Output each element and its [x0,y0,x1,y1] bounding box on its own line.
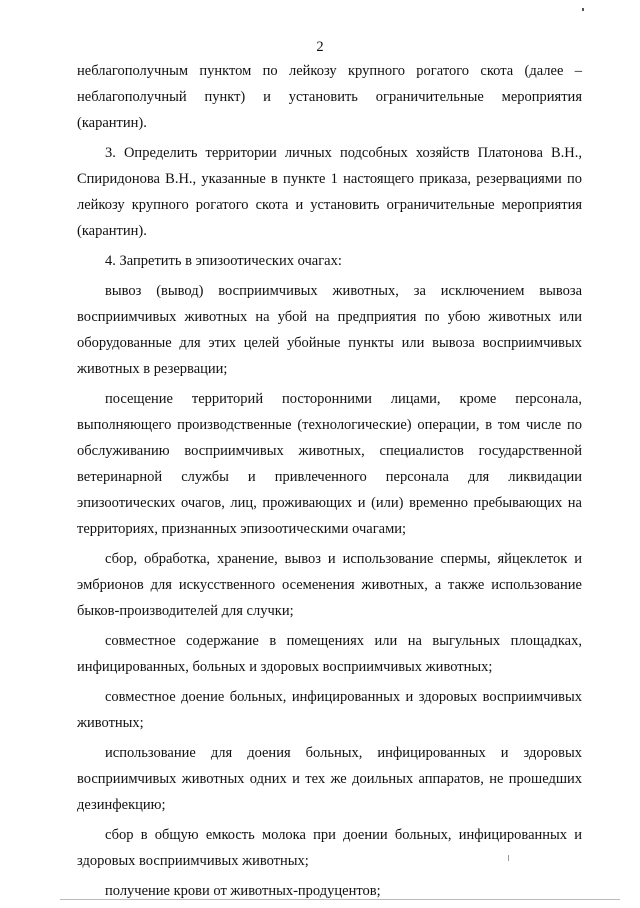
scan-artifact-mark [582,8,584,11]
scan-edge-line [60,899,620,900]
paragraph-continuation: неблагополучным пунктом по лейкозу крупного рогатого скота (далее – неблагополучный пункт) и установить ограничительные мероприятия (карантин). [77,63,582,131]
prohibition-item: сбор, обработка, хранение, вывоз и использование спермы, яйцеклеток и эмбрионов для искусственного осеменения животных, а также использование быков-производителей для случки; [77,551,582,619]
prohibition-item: получение крови от животных-продуцентов; [105,883,381,899]
document-body [77,58,582,908]
prohibition-item: вывоз (вывод) восприимчивых животных, за исключением вывоза восприимчивых животных на убой на предприятия по убою животных или оборудованные для этих целей убойные пункты или вывоза восприимчивых животных в резервации; [77,283,582,377]
prohibition-item: сбор в общую емкость молока при доении больных, инфицированных и здоровых восприимчивых животных; [77,827,582,869]
page-number: 2 [316,39,324,55]
scan-artifact-mark [508,855,509,861]
prohibition-item: посещение территорий посторонними лицами, кроме персонала, выполняющего производственные (технологические) операции, в том числе по обслуживанию восприимчивых животных, специалистов государственной ветеринарной службы и привлеченного персонала для ликвидации эпизоотических очагов, лиц, проживающих и (или) временно пребывающих на территориях, признанных эпизоотическими очагами; [77,391,582,537]
prohibition-item: совместное доение больных, инфицированных и здоровых восприимчивых животных; [77,689,582,731]
prohibition-item: совместное содержание в помещениях или на выгульных площадках, инфицированных, больных и здоровых восприимчивых животных; [77,633,582,675]
paragraph-item-4: 4. Запретить в эпизоотических очагах: [105,253,342,269]
paragraph-item-3: 3. Определить территории личных подсобных хозяйств Платонова В.Н., Спиридонова В.Н., указанные в пункте 1 настоящего приказа, резервациями по лейкозу крупного рогатого скота и установить ограничительные мероприятия (карантин). [77,145,582,239]
prohibition-item: использование для доения больных, инфицированных и здоровых восприимчивых животных одних и тех же доильных аппаратов, не прошедших дезинфекцию; [77,745,582,813]
